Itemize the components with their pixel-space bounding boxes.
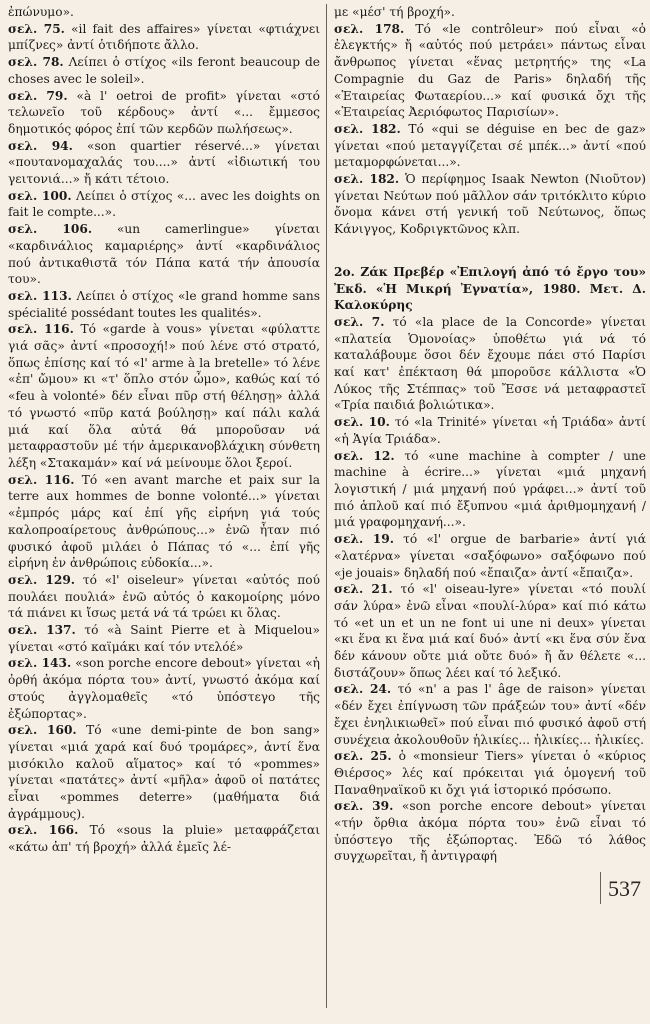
entry-text: Τό «une demi-pinte de bon sang» γίνεται «μιά χαρά καί δυό τρομάρες», ἀντί ἕνα μισόκιλο καλοῦ αἵματος» καί τό «pommes» γίνεται «πατάτες» ἀντί «μῆλα» ἀφοῦ οἱ πατάτες εἶναι «pommes deterre» (μαθήματα διά ἀγράμμους). bbox=[8, 723, 320, 821]
page-ref: σελ. 94. bbox=[8, 138, 73, 153]
entry bbox=[334, 748, 646, 798]
entry bbox=[334, 798, 646, 865]
page-ref: σελ. 160. bbox=[8, 723, 77, 738]
entry-text: Τό «qui se déguise en bec de gaz» γίνεται «πού μεταγγίζεται σέ μπέκ...» ἀντί «πού μεταμορφώνεται...». bbox=[334, 121, 646, 170]
entry-text: Τό «en avant marche et paix sur la terre aux hommes de bonne volonté...» γίνεται «ἐμπρός μάρς καί ἐπί γῆς εἰρήνη γιά τούς καλοπροαίρετους ἀνθρώπους...» ἐνῶ ἦταν πιό φυσικό ἀφοῦ μιλάει ὁ Πάπας τό «... ἐπί γῆς εἰρήνη ἐν ἀνθρώποις εὐδοκία...». bbox=[8, 472, 320, 571]
entry bbox=[334, 581, 646, 681]
entry-text: τό «à Saint Pierre et à Miquelou» γίνεται «στό καϊμάκι καί τόν ντελόέ» bbox=[8, 623, 320, 654]
entry bbox=[8, 472, 320, 572]
right-column bbox=[334, 4, 646, 865]
page-ref: σελ. 182. bbox=[334, 172, 400, 187]
entry-text: Λείπει ὁ στίχος «ils feront beaucoup de choses avec le soleil». bbox=[8, 55, 320, 86]
entry-text: Λείπει ὁ στίχος «le grand homme sans spécialité possédant toutes les qualités». bbox=[8, 288, 321, 320]
entry bbox=[8, 321, 320, 471]
page-ref: σελ. 116. bbox=[8, 472, 75, 487]
column-divider bbox=[326, 4, 327, 1008]
entry-text: Λείπει ὁ στίχος «... avec les doights on fait le compte...». bbox=[8, 188, 320, 220]
page-ref: σελ. 7. bbox=[334, 314, 385, 329]
page-ref: σελ. 25. bbox=[334, 749, 392, 764]
page-ref: σελ. 19. bbox=[334, 532, 394, 547]
entry bbox=[8, 288, 320, 321]
entry bbox=[8, 188, 320, 221]
entry bbox=[8, 822, 320, 855]
page-ref: σελ. 100. bbox=[8, 188, 72, 203]
entry-text: Τό «sous la pluie» μεταφράζεται «κάτω ἀπ' τή βροχή» ἀλλά ἐμεῖς λέ- bbox=[8, 823, 321, 855]
page-ref: σελ. 10. bbox=[334, 415, 390, 430]
entry bbox=[334, 314, 646, 414]
page-ref: σελ. 178. bbox=[334, 21, 405, 36]
entry bbox=[334, 681, 646, 748]
entry bbox=[8, 722, 320, 822]
entry bbox=[334, 531, 646, 581]
entry-text: ὁ «monsieur Tiers» γίνεται ὁ «κύριος Θιέρσος» λές καί πρόκειται γιά ὁμογενή τοῦ Παναθηναϊκοῦ κι ὄχι γιά ἱστορικό πρόσωπο. bbox=[334, 749, 647, 797]
entry-text: τό «l' orgue de barbarie» ἀντί γιά «λατέρνα» γίνεται «σαξόφωνο» σαξόφωνο πού «je jouais» δηλαδή πού «ἔπαιζα» ἀντί «ἔπαιζα». bbox=[334, 532, 646, 580]
entry-text: τό «la place de la Concorde» γίνεται «πλατεία Ὁμονοίας» ὑποθέτω γιά νά τό καταλάβουμε ὅσοι δέν ἔχουμε πάει στό Παρίσι καί κατ' ἐπέκταση θά μποροῦσε κάλλιστα «Ὁ Λύκος τῆς Στέππας» τοῦ Ἔσσε νά μεταφραστεῖ «Τρία παιδιά βολιώτικα». bbox=[334, 314, 647, 413]
page-ref: σελ. 182. bbox=[334, 121, 401, 136]
entry bbox=[334, 171, 646, 238]
page-ref: σελ. 106. bbox=[8, 222, 93, 237]
entry-text: «il fait des affaires» γίνεται «φτιάχνει μπίζνες» ἀντί ὁτιδήποτε ἄλλο. bbox=[8, 21, 320, 53]
entry-text: τό «l' oiseleur» γίνεται «αὐτός πού πουλάει πουλιά» ἐνῶ αὐτός ὁ κακομοίρης μόνο τά πιάνει κι ἴσως μετά νά τά τρώει κι ὅλας. bbox=[8, 572, 320, 621]
page-ref: σελ. 166. bbox=[8, 823, 79, 838]
entry bbox=[334, 21, 646, 121]
page-ref: σελ. 129. bbox=[8, 572, 76, 587]
entry bbox=[334, 448, 646, 532]
entry-text: τό «une machine à compter / une machine à écrire...» γίνεται «μιά μηχανή λογιστική / μιά μηχανή πού γράφει...» ἀντί τοῦ πιό ἁπλοῦ καί πιό ἔξυπνου «μιά ἀριθμομηχανή / μιά γραφομηχανή...». bbox=[334, 448, 647, 530]
entry-text: Τό «garde à vous» γίνεται «φύλαττε γιά σᾶς» ἀντί «προσοχή!» πού λένε στό στρατό, ὅπως ἐπίσης καί τό «l' arme à la bretelle» τό λένε «ἐπ' ὤμου» κι «τ' ὅπλο στόν ὦμο», καθώς καί τό «feu à volonté» δέν εἶναι πῦρ στή θέλησῃ» ἀλλά τό γνωστό «πῦρ κατά βούλησῃ» καί πάλι καλά μιά καί ὅλα αὐτά θά μποροῦσαν νά μεταφραστοῦν μέ τήν ἀμερικανοβλάχικη σύνθετη λέξη «Στακαμάν» καί νά μείνουμε ὅλοι ξεροί. bbox=[8, 322, 320, 470]
page-ref: σελ. 75. bbox=[8, 21, 65, 36]
entry-text: Τό «le contrôleur» πού εἶναι «ὁ ἐλεγκτής» ἤ «αὐτός πού μετράει» πάντως εἶναι ἄνθρωπος γίνεται «ἕνας μετρητής» της «La Compagnie du Gaz de Paris» δηλαδή τῆς «Ἑταιρείας Φωταερίου...» καί φυσικά ὄχι τῆς «Ἑταιρείας Ἀεριόφωτος Παρισίων». bbox=[334, 21, 647, 120]
page-ref: σελ. 21. bbox=[334, 582, 393, 597]
page-ref: σελ. 78. bbox=[8, 55, 64, 70]
entry-text: «son porche encore debout» γίνεται «ἡ ὀρθή ἀκόμα πόρτα του» ἀντί, γνωστό ἀκόμα καί στούς ἀγγλομαθεῖς «τό ὑπόστεγο τῆς ἐξώπορτας». bbox=[8, 656, 320, 721]
entry bbox=[8, 21, 320, 54]
entry bbox=[334, 121, 646, 171]
page-ref: σελ. 39. bbox=[334, 799, 394, 814]
entry-text: «son porche encore debout» γίνεται «τήν ὄρθια ἀκόμα πόρτα του» ἐνῶ εἶναι τό ὑπόστεγο τῆς ἐξώπορτας. Ἐδῶ τό λάθος συγχωρεῖται, ἤ ἀντιγραφή bbox=[334, 799, 646, 864]
entry-text: τό «la Trinité» γίνεται «ἡ Τριάδα» ἀντί «ἡ Ἁγία Τριάδα». bbox=[334, 415, 646, 446]
entry bbox=[8, 221, 320, 288]
page-ref: σελ. 12. bbox=[334, 448, 395, 463]
entry bbox=[334, 414, 646, 447]
page-number-rule bbox=[600, 872, 601, 904]
entry bbox=[334, 4, 646, 21]
page-ref: σελ. 24. bbox=[334, 682, 392, 697]
left-column bbox=[8, 4, 320, 856]
page-number: 537 bbox=[608, 876, 641, 901]
section-heading: 2ο. Ζάκ Πρεβέρ «Ἐπιλογή ἀπό τό ἔργο του» Ἐκδ. «Ἡ Μικρή Ἐγνατία», 1980. Μετ. Δ. Καλοκύρης bbox=[334, 264, 646, 313]
entry-text: «son quartier réservé...» γίνεται «πουτανομαχαλάς του....» ἀντί «ἰδιωτική του γειτονιά...» ἤ κάτι τέτοιο. bbox=[8, 138, 320, 187]
page-ref: σελ. 143. bbox=[8, 656, 72, 671]
entry bbox=[8, 88, 320, 138]
entry-text: με «μέσ' τή βροχή». bbox=[334, 5, 455, 19]
entry bbox=[8, 4, 320, 21]
entry-text: τό «n' a pas l' âge de raison» γίνεται «δέν ἔχει ἐπίγνωση τῶν πράξεών του» ἀντί «δέν ἔχει ἐνηλικιωθεῖ» πού εἶναι πιό φυσικό ἀφοῦ στή συνέχεια ἀκολουθοῦν ἡλικίες... ἡλικίες... ἡλικίες. bbox=[334, 682, 646, 747]
entry bbox=[8, 622, 320, 655]
entry-text: Ὁ περίφημος Isaak Newton (Νιοῦτον) γίνεται Νεύτων πού μᾶλλον σάν τριτόκλιτο κύριο ὄνομα κάνει στή γενική τοῦ Νεύτωνος, ὅπως Κάνιγγος, Κοδριγκτῶνος κλπ. bbox=[334, 172, 646, 237]
entry bbox=[8, 655, 320, 722]
entry bbox=[8, 138, 320, 188]
entry-text: τό «l' oiseau-lyre» γίνεται «τό πουλί σάν λύρα» ἐνῶ εἶναι «πουλί-λύρα» καί πιό κάτω τό «et un et un ne font ui une ni deux» γίνεται «κι ἕνα κι ἕνα μιά καί δυό» ἀντί «κι ἕνα σύν ἕνα δέν κάνουν οὔτε μιά οὔτε δυό» ἤ ἄν θέλετε «... διστάζουν» ὅπως λέει καί τό λεξικό. bbox=[334, 582, 646, 680]
page-ref: σελ. 137. bbox=[8, 623, 76, 638]
page-ref: σελ. 113. bbox=[8, 288, 72, 303]
entry bbox=[8, 54, 320, 87]
entry-text: «un camerlingue» γίνεται «καρδινάλιος καμαριέρης» ἀντί «καρδινάλιος πού ἀντικαθιστᾶ τόν Πάπα κατά τήν ἀπουσία του». bbox=[8, 222, 320, 287]
page-ref: σελ. 116. bbox=[8, 322, 74, 337]
entry-text: ἐπώνυμο». bbox=[8, 5, 74, 19]
entry bbox=[8, 572, 320, 622]
entry-text: «à l' oetroi de profit» γίνεται «στό τελωνεῖο τοῦ κέρδους» ἀντί «... ἔμμεσος δημοτικός φόρος ἐπί τῶν κερδῶν πωλήσεως». bbox=[8, 88, 320, 136]
page-ref: σελ. 79. bbox=[8, 88, 68, 103]
